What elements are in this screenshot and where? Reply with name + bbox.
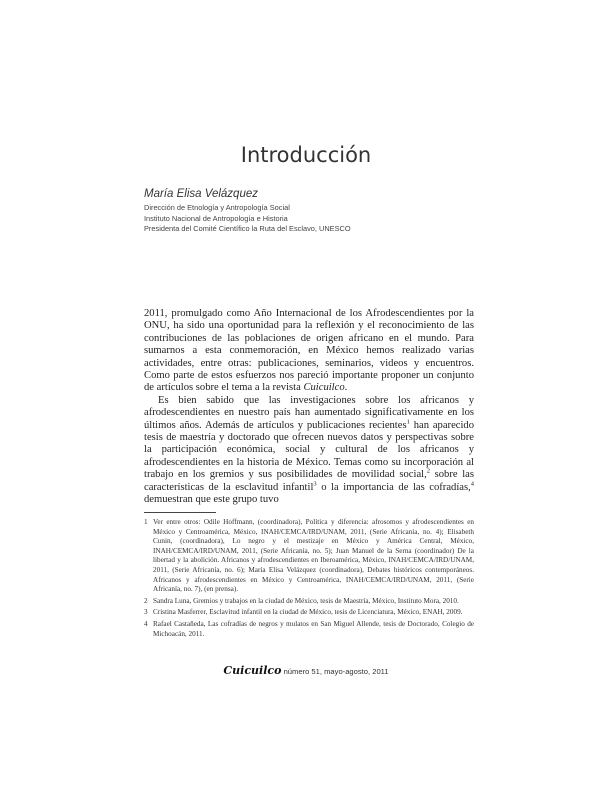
footnote [144, 518, 474, 595]
body-text [144, 308, 474, 507]
journal-name: Cuicuilco [303, 382, 345, 394]
article-title: Introducción [240, 143, 372, 167]
footnote-text: Ver entre otros: Odile Hoffmann, (coordinadora), Política y diferencia: afrosomos y afrodescendientes en México y Centroamérica, México, INAH/CEMCA/IRD/UNAM, 2011, (Serie Africanía, no. 4); Elisabeth Cunin, (coordinadora), Lo negro y el mestizaje en México y América Central, México, INAH/CEMCA/IRD/UNAM, 2011, (Serie Africanía, no. 5); Juan Manuel de la Serna (coordinador) De la libertad y la abolición. Africanos y afrodescendientes en Iberoamérica, México, INAH/CEMCA/IRD/UNAM, 2011, (Serie Africanía, no. 6); María Elisa Velázquez (coordinadora), Debates históricos contemporáneos. Africanos y afrodescendientes en México y Centroamérica, INAH/CEMCA/IRD/UNAM, 2011, (Serie Africanía, no. 7), (en prensa). [153, 518, 474, 594]
footnote [144, 608, 474, 618]
footnote-text: Rafael Castañeda, Las cofradías de negros y mulatos en San Miguel Allende, tesis de Doctorado, Colegio de Michoacán, 2011. [153, 619, 474, 638]
paragraph-2 [144, 395, 474, 507]
page-footer [0, 664, 612, 677]
footnote [144, 620, 474, 639]
author-block [144, 188, 474, 235]
author-name: María Elisa Velázquez [144, 188, 258, 200]
journal-logo: Cuicuilco [223, 664, 282, 677]
affiliation-line: Instituto Nacional de Antropología e Historia [144, 213, 288, 223]
footnote-text: Sandra Luna, Gremios y trabajos en la ciudad de México, tesis de Maestría, México, Instituto Mora, 2010. [153, 596, 459, 605]
paragraph-text: han aparecido tesis de maestría y doctorado que ofrecen nuevos datos y perspectivas sobre la participación económica, social y cultural de los africanos y afrodescendientes en la historia de México. Temas como su incorporación al trabajo en los gremios y sus posibilidades de movilidad social, [144, 419, 475, 481]
footnote-number: 4 [144, 619, 148, 628]
footnote-number: 3 [144, 608, 148, 617]
paragraph-text: sobre las características de la esclavitud infantil [144, 469, 474, 493]
footnote-number: 1 [144, 518, 148, 526]
footnote [144, 597, 474, 607]
footnote-ref[interactable]: 3 [313, 480, 317, 488]
paragraph-text: 2011, promulgado como Año Internacional de los Afrodescendientes por la ONU, ha sido una oportunidad para la reflexión y el reconocimiento de las contribuciones de las poblaciones de origen africano en el mundo. Para sumarnos a esta conmemoración, en México hemos realizado varias actividades, entre otras: publicaciones, seminarios, videos y encuentros. Como parte de estos esfuerzos nos pareció importante proponer un conjunto de artículos sobre el tema a la revista [144, 308, 474, 394]
issue-info: número 51, mayo-agosto, 2011 [283, 667, 389, 676]
paragraph-text: . [344, 382, 348, 394]
affiliation-line: Presidenta del Comité Científico la Ruta del Esclavo, UNESCO [144, 224, 351, 233]
footnote-divider [144, 512, 216, 513]
footnote-ref[interactable]: 4 [470, 480, 474, 488]
footnotes [144, 518, 474, 641]
paragraph-text: demuestran que este grupo tuvo [144, 494, 279, 506]
footnote-ref[interactable]: 2 [426, 467, 430, 475]
paragraph-text: o la importancia de las cofradías, [316, 481, 471, 493]
paragraph-text: Es bien sabido que las investigaciones sobre los africanos y afrodescendientes en nuestro país han aumentado significativamente en los últimos años. Además de artículos y publicaciones recientes [144, 394, 474, 431]
footnote-ref[interactable]: 1 [406, 418, 410, 426]
footnote-text: Cristina Masferrer, Esclavitud infantil en la ciudad de México, tesis de Licenciatura, México, ENAH, 2009. [153, 608, 463, 617]
footnote-number: 2 [144, 596, 148, 605]
paragraph-1 [144, 308, 474, 395]
affiliation-line: Dirección de Etnología y Antropología Social [144, 203, 290, 212]
